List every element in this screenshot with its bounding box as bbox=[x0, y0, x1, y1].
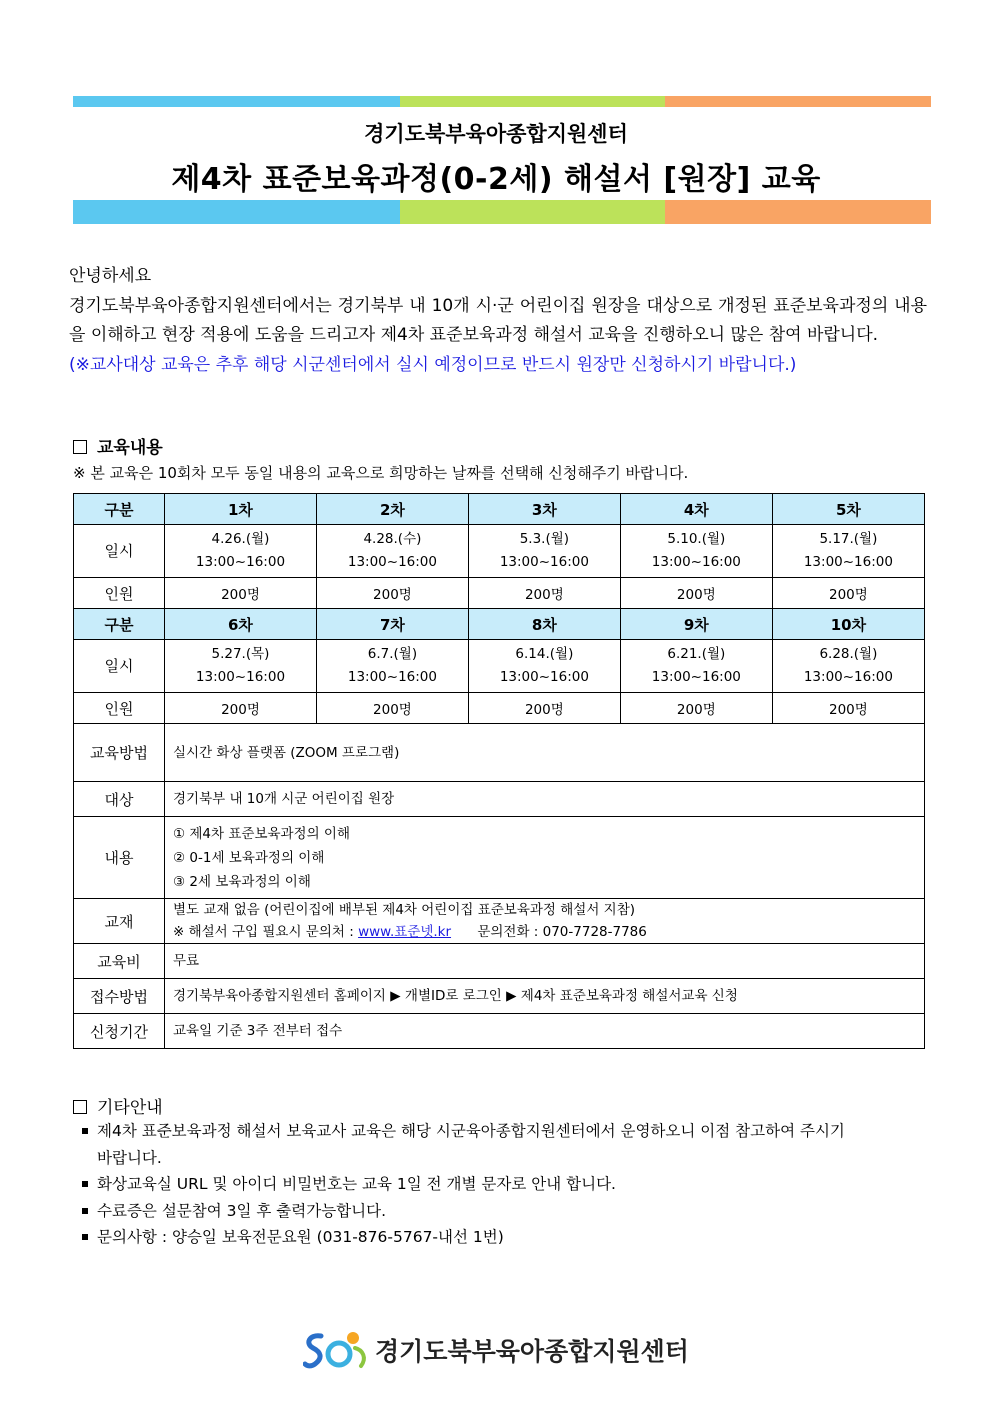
list-item: 수료증은 설문참여 3일 후 출력가능합니다. bbox=[80, 1198, 880, 1225]
standard-net-link[interactable]: www.표준넷.kr bbox=[358, 924, 452, 940]
table-row bbox=[74, 782, 925, 817]
bar-segment-orange bbox=[665, 200, 931, 224]
section-heading-label: 교육내용 bbox=[97, 438, 163, 458]
etc-list bbox=[80, 1118, 880, 1251]
bar-segment-orange bbox=[665, 96, 931, 107]
greeting: 안녕하세요 bbox=[69, 266, 152, 286]
edu-note: ※ 본 교육은 10회차 모두 동일 내용의 교육으로 희망하는 날짜를 선택해 신청해주기 바랍니다. bbox=[73, 464, 689, 482]
fee-label: 교육비 bbox=[74, 944, 165, 979]
date-cell: 6.14.(월) 13:00~16:00 bbox=[468, 640, 620, 693]
list-item: 화상교육실 URL 및 아이디 비밀번호는 교육 1일 전 개별 문자로 안내 합니다. bbox=[80, 1171, 880, 1198]
label-count: 인원 bbox=[74, 693, 165, 724]
table-row bbox=[74, 640, 925, 693]
bar-segment-blue bbox=[73, 96, 400, 107]
content-item: ① 제4차 표준보육과정의 이해 bbox=[173, 825, 351, 842]
label-count: 인원 bbox=[74, 578, 165, 609]
date-cell: 4.28.(수) 13:00~16:00 bbox=[316, 525, 468, 578]
table-row bbox=[74, 578, 925, 609]
content-item: ③ 2세 보육과정의 이해 bbox=[173, 873, 311, 890]
round-cell: 6차 bbox=[165, 609, 317, 640]
section-heading-label: 기타안내 bbox=[97, 1098, 163, 1118]
table-row bbox=[74, 494, 925, 525]
footer-org-name: 경기도북부육아종합지원센터 bbox=[375, 1337, 689, 1366]
label-date: 일시 bbox=[74, 525, 165, 578]
count-cell: 200명 bbox=[165, 693, 317, 724]
round-cell: 5차 bbox=[772, 494, 924, 525]
period-value: 교육일 기준 3주 전부터 접수 bbox=[165, 1014, 925, 1049]
date-cell: 5.10.(월) 13:00~16:00 bbox=[620, 525, 772, 578]
target-label: 대상 bbox=[74, 782, 165, 817]
content-item: ② 0-1세 보육과정의 이해 bbox=[173, 849, 325, 866]
round-cell: 10차 bbox=[772, 609, 924, 640]
count-cell: 200명 bbox=[620, 693, 772, 724]
bar-segment-green bbox=[400, 96, 665, 107]
checkbox-square-icon bbox=[73, 440, 87, 454]
intro-body: 경기도북부육아종합지원센터에서는 경기북부 내 10개 시·군 어린이집 원장을 대상으로 개정된 표준보육과정의 내용을 이해하고 현장 적용에 도움을 드리고자 제4차 표준보육과정 해설서 교육을 진행하오니 많은 참여 바랍니다. bbox=[69, 295, 927, 345]
count-cell: 200명 bbox=[316, 693, 468, 724]
table-row bbox=[74, 724, 925, 782]
label-date: 일시 bbox=[74, 640, 165, 693]
round-cell: 3차 bbox=[468, 494, 620, 525]
table-row bbox=[74, 899, 925, 944]
round-cell: 4차 bbox=[620, 494, 772, 525]
table-row bbox=[74, 979, 925, 1014]
count-cell: 200명 bbox=[468, 693, 620, 724]
list-item: 제4차 표준보육과정 해설서 보육교사 교육은 해당 시군육아종합지원센터에서 운영하오니 이점 참고하여 주시기 바랍니다. bbox=[80, 1118, 857, 1171]
content-label: 내용 bbox=[74, 817, 165, 899]
intro-section bbox=[69, 262, 927, 380]
label-round: 구분 bbox=[74, 609, 165, 640]
material-line1: 별도 교재 없음 (어린이집에 배부된 제4차 어린이집 표준보육과정 해설서 지참) bbox=[173, 902, 636, 918]
count-cell: 200명 bbox=[772, 578, 924, 609]
apply-value: 경기북부육아종합지원센터 홈페이지 ▶ 개별ID로 로그인 ▶ 제4차 표준보육과정 해설서교육 신청 bbox=[165, 979, 925, 1014]
footer-logo bbox=[303, 1328, 689, 1372]
count-cell: 200명 bbox=[620, 578, 772, 609]
bar-segment-green bbox=[400, 200, 665, 224]
table-row bbox=[74, 693, 925, 724]
round-cell: 2차 bbox=[316, 494, 468, 525]
round-cell: 8차 bbox=[468, 609, 620, 640]
material-prefix: ※ 해설서 구입 필요시 문의처 : bbox=[173, 924, 359, 940]
checkbox-square-icon bbox=[73, 1100, 87, 1114]
date-cell: 4.26.(월) 13:00~16:00 bbox=[165, 525, 317, 578]
section-heading-edu bbox=[73, 433, 163, 458]
target-value: 경기북부 내 10개 시군 어린이집 원장 bbox=[165, 782, 925, 817]
schedule-table bbox=[73, 493, 925, 1049]
round-cell: 1차 bbox=[165, 494, 317, 525]
round-cell: 9차 bbox=[620, 609, 772, 640]
table-row bbox=[74, 817, 925, 899]
org-title: 경기도북부육아종합지원센터 bbox=[364, 122, 628, 146]
material-label: 교재 bbox=[74, 899, 165, 944]
count-cell: 200명 bbox=[165, 578, 317, 609]
table-row bbox=[74, 1014, 925, 1049]
period-label: 신청기간 bbox=[74, 1014, 165, 1049]
teacher-notice: (※교사대상 교육은 추후 해당 시군센터에서 실시 예정이므로 반드시 원장만 신청하시기 바랍니다.) bbox=[69, 354, 797, 375]
table-row bbox=[74, 525, 925, 578]
count-cell: 200명 bbox=[468, 578, 620, 609]
table-row bbox=[74, 944, 925, 979]
label-round: 구분 bbox=[74, 494, 165, 525]
round-cell: 7차 bbox=[316, 609, 468, 640]
content-value bbox=[165, 817, 925, 899]
date-cell: 6.7.(월) 13:00~16:00 bbox=[316, 640, 468, 693]
method-value: 실시간 화상 플랫폼 (ZOOM 프로그램) bbox=[165, 724, 925, 782]
date-cell: 6.21.(월) 13:00~16:00 bbox=[620, 640, 772, 693]
apply-label: 접수방법 bbox=[74, 979, 165, 1014]
material-phone: 문의전화 : 070-7728-7786 bbox=[477, 924, 647, 940]
count-cell: 200명 bbox=[316, 578, 468, 609]
method-label: 교육방법 bbox=[74, 724, 165, 782]
material-value bbox=[165, 899, 925, 944]
bar-segment-blue bbox=[73, 200, 400, 224]
date-cell: 5.27.(목) 13:00~16:00 bbox=[165, 640, 317, 693]
bottom-color-bar bbox=[73, 200, 931, 224]
list-item: 문의사항 : 양승일 보육전문요원 (031-876-5767-내선 1번) bbox=[80, 1224, 880, 1251]
section-heading-etc bbox=[73, 1093, 163, 1118]
material-line2 bbox=[173, 921, 924, 943]
table-row bbox=[74, 609, 925, 640]
center-logo-icon bbox=[303, 1328, 371, 1372]
date-cell: 5.17.(월) 13:00~16:00 bbox=[772, 525, 924, 578]
fee-value: 무료 bbox=[165, 944, 925, 979]
date-cell: 5.3.(월) 13:00~16:00 bbox=[468, 525, 620, 578]
page-title: 제4차 표준보육과정(0-2세) 해설서 [원장] 교육 bbox=[171, 162, 821, 197]
top-color-bar bbox=[73, 96, 931, 107]
count-cell: 200명 bbox=[772, 693, 924, 724]
date-cell: 6.28.(월) 13:00~16:00 bbox=[772, 640, 924, 693]
